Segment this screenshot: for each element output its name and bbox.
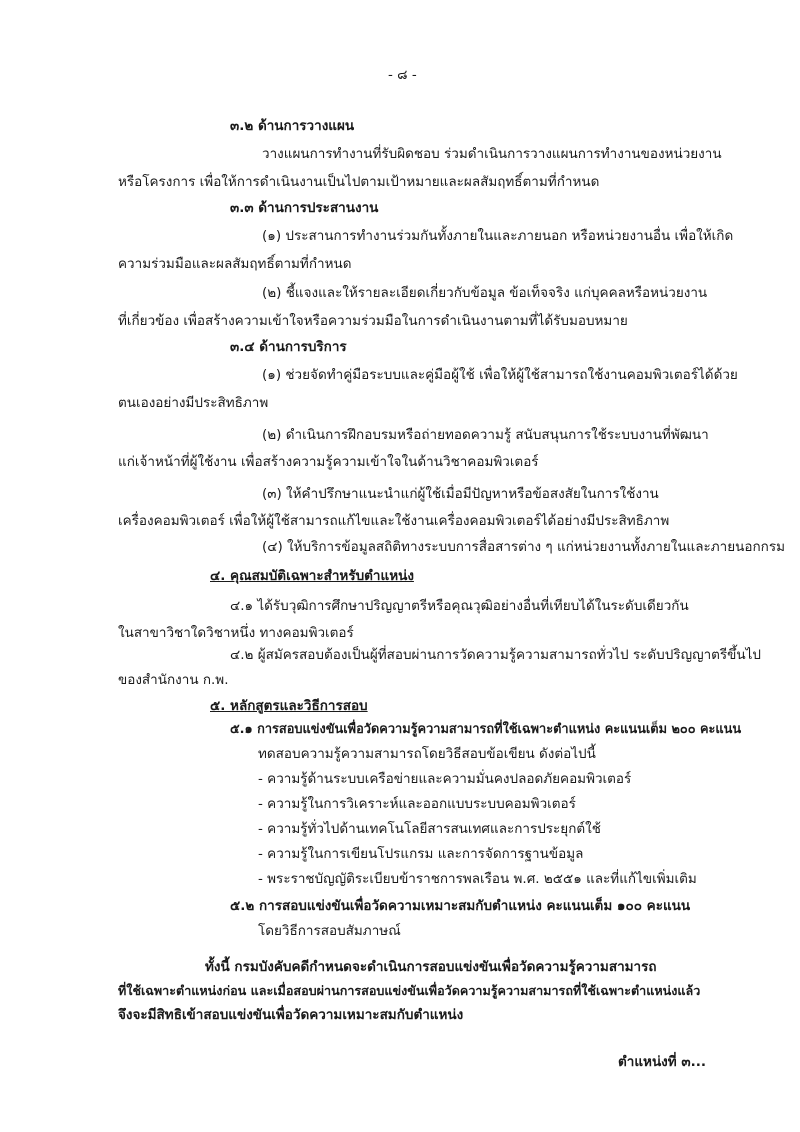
list-item: - ความรู้ด้านระบบเครือข่ายและความมั่นคงปลอดภัยคอมพิวเตอร์: [258, 771, 632, 787]
paragraph-line: วางแผนการทำงานที่รับผิดชอบ ร่วมดำเนินการวางแผนการทำงานของหน่วยงาน: [262, 146, 722, 162]
heading-3-4: ๓.๔ ด้านการบริการ: [230, 339, 347, 355]
paragraph-line: (๒) ชี้แจงและให้รายละเอียดเกี่ยวกับข้อมูล ข้อเท็จจริง แก่บุคคลหรือหน่วยงาน: [262, 285, 708, 301]
list-item: - ความรู้ในการเขียนโปรแกรม และการจัดการฐานข้อมูล: [258, 846, 584, 862]
paragraph-line: ของสำนักงาน ก.พ.: [118, 672, 229, 688]
paragraph-line: ความร่วมมือและผลสัมฤทธิ์ตามที่กำหนด: [118, 256, 352, 272]
heading-4: ๔. คุณสมบัติเฉพาะสำหรับตำแหน่ง: [210, 568, 414, 584]
paragraph-line: เครื่องคอมพิวเตอร์ เพื่อให้ผู้ใช้สามารถแก้ไขและใช้งานเครื่องคอมพิวเตอร์ได้อย่างมีประสิทธิภาพ: [118, 513, 670, 529]
list-item: - ความรู้ในการวิเคราะห์และออกแบบระบบคอมพิวเตอร์: [258, 796, 576, 812]
heading-3-3: ๓.๓ ด้านการประสานงาน: [230, 200, 379, 216]
paragraph-line: ๔.๒ ผู้สมัครสอบต้องเป็นผู้ที่สอบผ่านการวัดความรู้ความสามารถทั่วไป ระดับปริญญาตรีขึ้นไป: [230, 647, 761, 663]
paragraph-line: (๑) ช่วยจัดทำคู่มือระบบและคู่มือผู้ใช้ เพื่อให้ผู้ใช้สามารถใช้งานคอมพิวเตอร์ได้ด้วย: [262, 367, 738, 383]
heading-3-2: ๓.๒ ด้านการวางแผน: [230, 118, 355, 134]
closing-line: ทั้งนี้ กรมบังคับคดีกำหนดจะดำเนินการสอบแข่งขันเพื่อวัดความรู้ความสามารถ: [205, 959, 657, 975]
paragraph-line: (๓) ให้คำปรึกษาแนะนำแก่ผู้ใช้เมื่อมีปัญหาหรือข้อสงสัยในการใช้งาน: [262, 486, 659, 502]
list-item: - ความรู้ทั่วไปด้านเทคโนโลยีสารสนเทศและการประยุกต์ใช้: [258, 821, 601, 837]
paragraph-line: ทดสอบความรู้ความสามารถโดยวิธีสอบข้อเขียน ดังต่อไปนี้: [258, 746, 596, 762]
heading-5: ๕. หลักสูตรและวิธีการสอบ: [210, 698, 368, 714]
paragraph-line: ในสาขาวิชาใดวิชาหนึ่ง ทางคอมพิวเตอร์: [118, 625, 354, 641]
closing-line: ที่ใช้เฉพาะตำแหน่งก่อน และเมื่อสอบผ่านการสอบแข่งขันเพื่อวัดความรู้ความสามารถที่ใช้เฉพาะตำแหน่งแล้ว: [118, 983, 701, 998]
paragraph-line: โดยวิธีการสอบสัมภาษณ์: [258, 923, 401, 939]
closing-line: จึงจะมีสิทธิเข้าสอบแข่งขันเพื่อวัดความเหมาะสมกับตำแหน่ง: [118, 1007, 464, 1023]
paragraph-line: ที่เกี่ยวข้อง เพื่อสร้างความเข้าใจหรือความร่วมมือในการดำเนินงานตามที่ได้รับมอบหมาย: [118, 313, 628, 329]
list-item: - พระราชบัญญัติระเบียบข้าราชการพลเรือน พ.ศ. ๒๕๕๑ และที่แก้ไขเพิ่มเติม: [258, 871, 697, 887]
paragraph-line: หรือโครงการ เพื่อให้การดำเนินงานเป็นไปตามเป้าหมายและผลสัมฤทธิ์ตามที่กำหนด: [118, 174, 600, 190]
paragraph-line: (๔) ให้บริการข้อมูลสถิติทางระบบการสื่อสารต่าง ๆ แก่หน่วยงานทั้งภายในและภายนอกกรม: [262, 539, 785, 555]
heading-5-2: ๕.๒ การสอบแข่งขันเพื่อวัดความเหมาะสมกับตำแหน่ง คะแนนเต็ม ๑๐๐ คะแนน: [230, 898, 691, 914]
paragraph-line: (๑) ประสานการทำงานร่วมกันทั้งภายในและภายนอก หรือหน่วยงานอื่น เพื่อให้เกิด: [262, 228, 734, 244]
paragraph-line: ตนเองอย่างมีประสิทธิภาพ: [118, 395, 269, 411]
paragraph-line: ๔.๑ ได้รับวุฒิการศึกษาปริญญาตรีหรือคุณวุฒิอย่างอื่นที่เทียบได้ในระดับเดียวกัน: [230, 598, 689, 614]
paragraph-line: (๒) ดำเนินการฝึกอบรมหรือถ่ายทอดความรู้ สนับสนุนการใช้ระบบงานที่พัฒนา: [262, 427, 709, 443]
next-page-indicator: ตำแหน่งที่ ๓...: [618, 1054, 706, 1070]
paragraph-line: แก่เจ้าหน้าที่ผู้ใช้งาน เพื่อสร้างความรู้ความเข้าใจในด้านวิชาคอมพิวเตอร์: [118, 454, 539, 470]
page-number: - ๘ -: [388, 67, 417, 83]
heading-5-1: ๕.๑ การสอบแข่งขันเพื่อวัดความรู้ความสามารถที่ใช้เฉพาะตำแหน่ง คะแนนเต็ม ๒๐๐ คะแนน: [230, 722, 742, 737]
